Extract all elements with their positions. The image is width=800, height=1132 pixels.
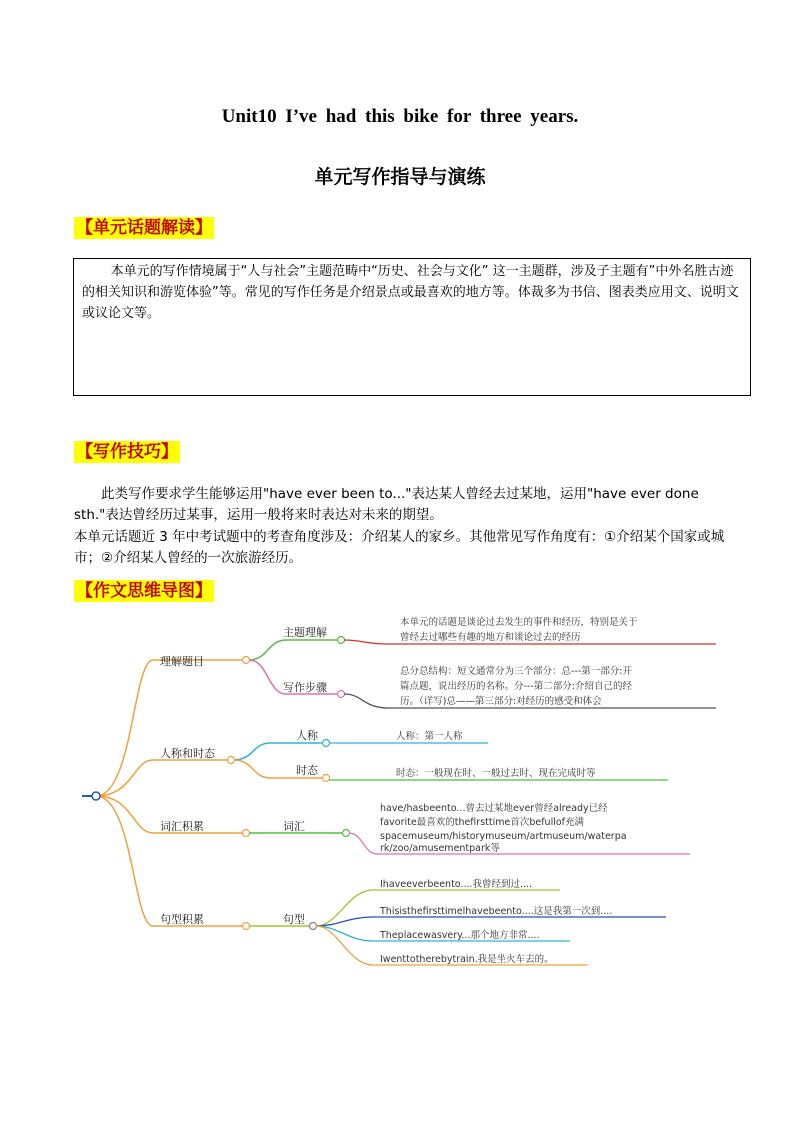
mm-n6-dot xyxy=(310,923,317,930)
topic-text: 本单元的写作情境属于“人与社会”主题范畴中“历史、社会与文化” 这一主题群，涉及子主题有”中外名胜古迹的相关知识和游览体验”等。常见的写作任务是介绍景点或最喜欢的地方等。体裁多为书信、图表类应用文、说明文或议论文等。 xyxy=(82,264,739,321)
section-heading-topic: 【单元话题解读】 xyxy=(76,218,212,238)
mm-b2-dot xyxy=(228,757,235,764)
mm-leaf-2c: 历。（详写)总——第三部分:对经历的感受和体会 xyxy=(400,696,602,707)
mm-line-root-b4 xyxy=(96,796,243,926)
mm-leaf-2b: 篇点题，说出经历的名称。分---第二部分:介绍自己的经 xyxy=(400,681,632,692)
mm-branch-2: 人称和时态 xyxy=(160,747,215,760)
mm-leaf-8: Theplacewasvery...那个地方非常.... xyxy=(380,930,540,941)
mm-node-3: 人称 xyxy=(296,729,318,742)
mm-leaf-1a: 本单元的话题是谈论过去发生的事件和经历，特别是关于 xyxy=(400,617,638,628)
mm-node-2: 写作步骤 xyxy=(283,681,327,694)
mm-leaf-1b: 曾经去过哪些有趣的地方和谈论过去的经历 xyxy=(400,632,581,643)
mm-node-5: 词汇 xyxy=(283,820,305,833)
mm-branch-3: 词汇积累 xyxy=(160,820,204,833)
skills-paragraph-1: 此类写作要求学生能够运用"have ever been to..."表达某人曾经去过某地，运用"have ever done sth."表达曾经历过某事，运用一般将来时表达对未来的期望。 xyxy=(74,486,699,523)
mm-root-node xyxy=(92,792,100,800)
mm-leaf-3: 人称：第一人称 xyxy=(396,731,463,742)
mm-leaf-6: Ihaveeverbeento....我曾经到过.... xyxy=(380,879,533,890)
mm-leaf-5c: spacemuseum/historymuseum/artmuseum/waterpa xyxy=(380,831,627,842)
mm-line-b2-n3 xyxy=(234,743,323,760)
mm-leaf-5d: rk/zoo/amusementpark等 xyxy=(380,843,500,854)
section-heading-mindmap: 【作文思维导图】 xyxy=(76,581,212,601)
mm-node-6: 句型 xyxy=(283,913,305,926)
mm-b1-dot xyxy=(243,657,250,664)
topic-box xyxy=(73,258,751,396)
mm-b3-dot xyxy=(243,830,250,837)
document-subtitle: 单元写作指导与演练 xyxy=(314,166,486,188)
mm-n2-dot xyxy=(338,691,345,698)
mm-leaf-5b: favorite最喜欢的thefirsttime首次befullof充满 xyxy=(380,817,585,828)
mm-n4-dot xyxy=(323,775,330,782)
mm-leaf-7: Thisisthefirsttimelhavebeento....这是我第一次到.... xyxy=(380,906,613,917)
skills-paragraph-2: 本单元话题近 3 年中考试题中的考查角度涉及：介绍某人的家乡。其他常见写作角度有：①介绍某个国家或城市；②介绍某人曾经的一次旅游经历。 xyxy=(74,529,725,566)
mm-b4-dot xyxy=(243,923,250,930)
mm-n3-dot xyxy=(323,740,330,747)
mind-map xyxy=(78,608,718,978)
section-heading-skills: 【写作技巧】 xyxy=(76,442,178,462)
document-title: Unit10 I’ve had this bike for three years. xyxy=(221,106,579,127)
mm-line-root-b1 xyxy=(96,660,243,796)
mm-branch-4: 句型积累 xyxy=(160,913,204,926)
mm-node-1: 主题理解 xyxy=(283,626,327,639)
mm-leaf-5a: have/hasbeento...曾去过某地ever曾经already已经 xyxy=(380,803,608,814)
mm-node-4: 时态 xyxy=(296,764,318,777)
mm-leaf-2a: 总分总结构：短文通常分为三个部分：总---第一部分:开 xyxy=(400,666,632,677)
mm-n5-dot xyxy=(343,830,350,837)
mm-line-b1-n1 xyxy=(249,640,338,660)
mm-leaf-4: 时态：一般现在时、一般过去时、现在完成时等 xyxy=(396,768,596,779)
mm-n1-dot xyxy=(338,637,345,644)
mm-line-n6-l7 xyxy=(316,917,666,926)
mm-leaf-9: Iwenttotherebytrain.我是坐火车去的。 xyxy=(380,954,554,965)
mm-branch-1: 理解题目 xyxy=(160,655,204,668)
